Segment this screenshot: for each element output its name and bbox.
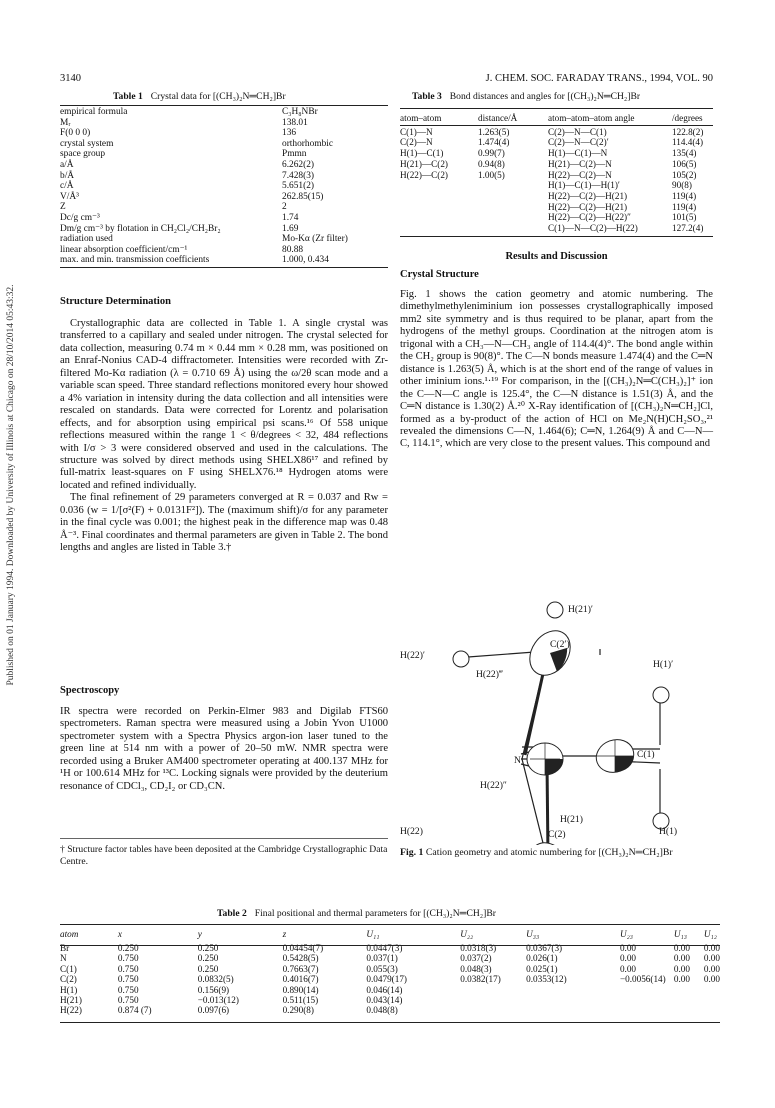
table2-cell [620, 985, 674, 995]
table2-cell: 0.00 [703, 953, 720, 964]
table1-cell: 6.262(2) [282, 159, 315, 170]
table3-title: Bond distances and angles for [(CH₃)₂N═CH₂]Br [449, 91, 641, 102]
table3-cell: H(1)—C(1) [400, 148, 444, 159]
table2-cell: H(1) [60, 984, 78, 995]
table3-row [400, 137, 712, 148]
table1-row [60, 202, 388, 213]
table2-cell: 0.037(1) [366, 953, 398, 964]
label-h22-prime: H(22)′ [400, 650, 426, 661]
table2-cell: 0.750 [117, 984, 139, 995]
table2-cell [620, 1005, 674, 1015]
table3 [400, 111, 712, 234]
table1-cell: Pmmn [282, 149, 307, 160]
table2-cell: 0.037(2) [460, 953, 492, 964]
table3-cell: 119(4) [672, 201, 697, 212]
table1-row [60, 107, 388, 118]
table1-caption [113, 91, 286, 102]
table3-cell: H(21)—C(2) [400, 158, 448, 169]
table3-column-header: distance/Å [478, 113, 518, 123]
table2-cell: 0.00 [619, 943, 637, 953]
table3-cell [400, 202, 478, 213]
table1-row [60, 181, 388, 192]
table3-cell [478, 202, 548, 213]
label-h1-prime: H(1)′ [653, 659, 674, 670]
table3-top-rule [400, 108, 713, 109]
table3-cell [478, 180, 548, 191]
table2-cell: H(21) [60, 995, 82, 1006]
table2-cell [674, 1005, 704, 1015]
table2-cell: 0.04454(7) [282, 943, 324, 953]
table3-cell: 0.99(7) [478, 148, 505, 159]
table3-cell: 119(4) [672, 190, 697, 201]
table2-cell: C(2) [60, 974, 77, 985]
table1-row [60, 139, 388, 150]
table1-cell: 1.74 [282, 212, 299, 223]
table2-cell: 0.048(3) [460, 963, 492, 974]
table2-cell [460, 995, 526, 1005]
table3-row [400, 212, 712, 223]
table2-header-row [60, 926, 720, 943]
table1-cell: empirical formula [60, 107, 128, 117]
structure-determination-heading: Structure Determination [60, 296, 171, 307]
table2-cell: 0.026(1) [526, 953, 558, 964]
footnote-rule [60, 838, 388, 839]
table2-cell: −0.0056(14) [619, 974, 666, 985]
table2-cell: H(22) [60, 1005, 82, 1016]
table1-cell: Z [60, 202, 66, 213]
label-h22: H(22) [400, 826, 423, 837]
table2-row [60, 953, 720, 963]
table2-cell: 0.00 [673, 963, 690, 974]
table1-cell: Dc/g cm⁻³ [60, 212, 100, 223]
table3-row [400, 127, 712, 138]
table2-cell: 0.750 [117, 953, 139, 964]
table1-row [60, 118, 388, 129]
table2-cell: 0.750 [117, 995, 139, 1006]
table1-cell: radiation used [60, 234, 113, 245]
table2-cell: 0.0367(3) [526, 943, 563, 953]
table2-cell [526, 995, 620, 1005]
table2-cell: 0.5428(5) [282, 953, 319, 964]
table1-cell: max. and min. transmission coefficients [60, 255, 210, 266]
table3-cell [400, 212, 478, 223]
table2-cell [674, 995, 704, 1005]
table3-cell: 90(8) [672, 180, 692, 191]
table3-cell: 135(4) [672, 148, 697, 159]
table2-title: Final positional and thermal parameters for [(CH₃)₂N═CH₂]Br [254, 908, 496, 919]
label-n: N [514, 755, 521, 766]
table2-cell: 0.00 [673, 943, 690, 953]
table1-row [60, 160, 388, 171]
table3-row [400, 159, 712, 170]
table2-column-header: U₂₂ [460, 929, 474, 939]
table2-cell: 0.00 [673, 953, 690, 964]
table3-cell: 101(5) [672, 212, 697, 223]
table1-row [60, 128, 388, 139]
table1-cell: 7.428(3) [282, 170, 315, 181]
table2-cell: 0.250 [197, 963, 219, 974]
table2-cell: 0.7663(7) [282, 963, 319, 974]
table1-cell: linear absorption coefficient/cm⁻¹ [60, 244, 188, 255]
table3-cell [478, 191, 548, 202]
table2-cell: 0.511(15) [282, 995, 319, 1006]
table2-cell: 0.250 [197, 953, 219, 964]
figure1-caption-text: Cation geometry and atomic numbering for [(CH₃)₂N═CH₂]Br [425, 847, 673, 858]
table2-cell: 0.046(14) [366, 984, 403, 995]
table1-cell: C₃H₈NBr [282, 107, 318, 117]
table1-cell: 80.88 [282, 244, 304, 255]
table1-cell: 5.651(2) [282, 181, 315, 192]
table3-cell: 106(5) [672, 158, 697, 169]
table3-cell [400, 180, 478, 191]
table2-cell [674, 985, 704, 995]
table2-cell: 0.250 [117, 943, 139, 953]
table2-column-header: U₂₃ [619, 929, 633, 939]
table3-cell: C(1)—N—C(2)—H(22) [548, 223, 638, 234]
table2-cell: 0.890(14) [282, 984, 319, 995]
table3-cell: 1.00(5) [478, 169, 505, 180]
table1-cell: 2 [282, 202, 287, 213]
download-watermark-text: Published on 01 January 1994. Downloaded by University of Illinois at Chicago on 28/10/2014 05:43:32. [6, 284, 16, 686]
table2-cell: 0.00 [703, 963, 720, 974]
table3-cell: 114.4(4) [672, 137, 704, 148]
table3-cell [400, 191, 478, 202]
table2-cell: 0.750 [117, 963, 139, 974]
table2-column-header: U₁₂ [703, 929, 717, 939]
table1-row [60, 224, 388, 235]
label-h22-triple-prime: H(22)‴ [476, 669, 503, 680]
table2-row [60, 974, 720, 984]
table3-cell: H(22)—C(2)—N [548, 169, 612, 180]
table2-cell: 0.874 (7) [117, 1005, 152, 1016]
table1-row [60, 192, 388, 203]
table3-cell: 1.474(4) [478, 137, 510, 148]
spectroscopy-heading: Spectroscopy [60, 685, 120, 696]
table3-row [400, 202, 712, 213]
table3-cell: H(1)—C(1)—H(1)′ [548, 180, 620, 191]
table1-cell: b/Å [60, 170, 75, 181]
table2-header-rule [60, 945, 720, 946]
table3-cell: H(22)—C(2)—H(21) [548, 190, 628, 201]
table3-row [400, 191, 712, 202]
table2-column-header: z [282, 929, 287, 939]
table2-cell: 0.00 [673, 974, 690, 985]
structure-determination-paragraph-2: The final refinement of 29 parameters converged at R = 0.037 and Rw = 0.036 (w = 1/[σ²(F) + 0.0131F²]). The (maximum shift)/σ for any parameter in the final cycle was 0.001; the highest peak in the difference map was 0.48 Å⁻³. Final coordinates and thermal parameters are given in Table 2. The bond lengths and angles are listed in Table 3.† [60, 492, 388, 554]
table2-cell: 0.0479(17) [366, 974, 407, 985]
label-c1: C(1) [637, 749, 655, 760]
table3-row [400, 223, 712, 234]
structure-determination-text [60, 318, 388, 555]
table1-cell: a/Å [60, 159, 74, 170]
table1-cell: 262.85(15) [282, 191, 324, 202]
table1-cell: 138.01 [282, 117, 308, 128]
table3-cell: 127.2(4) [672, 223, 704, 234]
table1-cell: 1.000, 0.434 [282, 255, 329, 266]
table2-cell: Br [60, 943, 70, 953]
table2-top-rule [60, 924, 720, 925]
table2-cell: N [60, 953, 67, 964]
table2-cell: 0.0447(3) [366, 943, 403, 953]
table2-cell: 0.0832(5) [197, 974, 234, 985]
table2-column-header: U₃₃ [526, 929, 540, 939]
table3-cell [478, 212, 548, 223]
table2-column-header: U₁₃ [673, 929, 687, 939]
table1-row [60, 234, 388, 245]
table2 [60, 926, 720, 1016]
table1-bottom-rule [60, 267, 388, 268]
table3-cell: C(1)—N [400, 126, 433, 137]
table2-column-header: x [117, 929, 122, 939]
table2-column-header: U₁₁ [366, 929, 380, 939]
table3-cell: 105(2) [672, 169, 697, 180]
table3-cell [478, 223, 548, 234]
table3-cell: C(2)—N—C(2)′ [548, 137, 609, 148]
table1-title: Crystal data for [(CH₃)₂N═CH₂]Br [150, 91, 286, 102]
crystal-structure-subheading: Crystal Structure [400, 269, 479, 280]
table1-top-rule [60, 105, 388, 106]
table2-cell: 0.0353(12) [526, 974, 567, 985]
table2-cell: 0.290(8) [282, 1005, 314, 1016]
table3-cell [400, 223, 478, 234]
spectroscopy-text [60, 706, 388, 793]
table2-label: Table 2 [217, 908, 247, 919]
table2-cell: 0.750 [117, 974, 139, 985]
table1-cell: 136 [282, 128, 297, 139]
table2-caption [217, 908, 496, 919]
table3-row [400, 148, 712, 159]
table2-cell: C(1) [60, 963, 77, 974]
table2-cell: 0.043(14) [366, 995, 403, 1006]
table1-cell: crystal system [60, 138, 114, 149]
table2-column-header: y [197, 929, 202, 939]
label-h22-double-prime: H(22)″ [480, 780, 507, 791]
table3-cell: H(21)—C(2)—N [548, 158, 612, 169]
table2-cell: 0.250 [197, 943, 219, 953]
table2-cell: 0.00 [703, 943, 720, 953]
table2-cell: 0.0382(17) [460, 974, 501, 985]
table3-cell: 122.8(2) [672, 126, 704, 137]
table1-cell: c/Å [60, 181, 74, 192]
table2-cell [526, 1005, 620, 1015]
label-c2: C(2) [548, 829, 566, 840]
figure1-cation-diagram [400, 575, 713, 845]
table2-column-header: atom [60, 929, 79, 939]
table3-column-header: /degrees [672, 113, 703, 123]
table1 [60, 107, 388, 266]
table1-label: Table 1 [113, 91, 143, 102]
table2-cell [704, 1005, 720, 1015]
table3-cell: H(22)—C(2)—H(21) [548, 201, 628, 212]
table1-cell: orthorhombic [282, 138, 334, 149]
table2-cell: 0.156(9) [197, 984, 230, 995]
table2-cell: 0.097(6) [197, 1005, 230, 1016]
table3-bottom-rule [400, 236, 713, 237]
page-number: 3140 [60, 73, 81, 84]
download-watermark [2, 160, 20, 810]
table3-cell: C(2)—N—C(1) [548, 126, 607, 137]
table2-cell: 0.00 [619, 963, 637, 974]
results-heading: Results and Discussion [505, 251, 608, 262]
table2-cell [526, 985, 620, 995]
table2-cell: 0.00 [703, 974, 720, 985]
footnote: † Structure factor tables have been deposited at the Cambridge Crystallographic Data Centre. [60, 844, 388, 867]
table2-cell [620, 995, 674, 1005]
table1-cell: 1.69 [282, 223, 299, 234]
table3-row [400, 170, 712, 181]
label-h1: H(1) [659, 826, 678, 837]
structure-determination-paragraph-1: Crystallographic data are collected in Table 1. A single crystal was transferred to a capillary and sealed under nitrogen. The crystal selected for data collection, measuring 0.74 m × 0.44 mm × 0.28 mm, was positioned on an Enraf-Nonius CAD-4 diffractometer. Intensities were recorded with Zr-filtered Mo-Kα radiation (λ = 0.710 69 Å) using the ω/2θ scan mode and a variable scan speed. Three standard reflections monitored every hour showed a 4% variation in intensity during the data collection and all intensities were rescaled on standards. Data were corrected for Lorentz and polarisation effects, and for absorption using empirical psi scans.¹⁶ Of 558 unique reflections measured within the range 1 < θ/degrees < 32, 484 reflections with I/σ > 3 were considered observed and used in the calculations. The structure was solved by direct methods using SHELX86¹⁷ and refined by full-matrix least-squares on F using SHELX76.¹⁸ Hydrogen atoms were located and refined individually. [60, 318, 388, 491]
table2-cell: 0.055(3) [366, 963, 398, 974]
label-c2-prime: C(2′) [550, 639, 570, 650]
figure1-caption [400, 847, 713, 859]
table3-cell: C(2)—N [400, 137, 433, 148]
table1-row [60, 255, 388, 266]
table3-cell: H(22)—C(2) [400, 169, 448, 180]
label-h21: H(21) [560, 814, 583, 825]
table2-cell: −0.013(12) [197, 995, 239, 1006]
table2-row [60, 995, 720, 1005]
table1-cell: Dm/g cm⁻³ by flotation in CH₂Cl₂/CH₂Br₂ [60, 223, 221, 234]
table1-cell: V/Å³ [60, 191, 79, 202]
table1-cell: F(0 0 0) [60, 128, 91, 139]
table3-header-rule [400, 125, 713, 126]
table3-column-header: atom–atom–atom angle [548, 113, 635, 123]
table2-row [60, 964, 720, 974]
table2-cell: 0.048(8) [366, 1005, 398, 1016]
table3-label: Table 3 [412, 91, 442, 102]
table3-cell: H(1)—C(1)—N [548, 148, 608, 159]
table2-cell: 0.4016(7) [282, 974, 319, 985]
table3-row [400, 180, 712, 191]
table3-cell: 1.263(5) [478, 126, 510, 137]
table2-cell [460, 985, 526, 995]
table1-cell: Mᵣ [60, 117, 71, 128]
table2-bottom-rule [60, 1022, 720, 1023]
table3-cell: 0.94(8) [478, 158, 505, 169]
table2-row [60, 985, 720, 995]
table1-cell: space group [60, 149, 106, 160]
table2-cell [460, 1005, 526, 1015]
table3-caption [412, 91, 640, 102]
table2-cell: 0.0318(3) [460, 943, 497, 953]
table2-cell: 0.025(1) [526, 963, 558, 974]
table1-row [60, 213, 388, 224]
journal-header: J. CHEM. SOC. FARADAY TRANS., 1994, VOL. 90 [485, 73, 713, 84]
table1-row [60, 149, 388, 160]
label-h21-prime: H(21)′ [568, 604, 594, 615]
table1-row [60, 171, 388, 182]
results-paragraph: Fig. 1 shows the cation geometry and atomic numbering. The dimethylmethyleniminium ion possesses crystallographically imposed mm2 site symmetry and is thus required to be planar, apart from the hydrogens of the methyl groups. Coordination at the nitrogen atom is trigonal with a CH₃—N—CH₃ angle of 114.4(4)°. The bond angle within the CH₂ group is 90(8)°. The C—N bonds measure 1.474(4) and the C═N distance is 1.263(5) Å, which is at the short end of the range of values in other iminium ions.¹·¹⁹ For comparison, in the [(CH₃)₂N═C(CH₃)₂]⁺ ion the C—N—C angle is 125.4°, the C—N distance is 1.51(3) Å, and the C═N distance is 1.30(2) Å.²⁰ X-Ray identification of [(CH₃)₂N═CH₂]Cl, formed as a by-product of the action of HCl on Me₂N(H)CH₂SO₃,²¹ revealed the dimensions C—N, 1.464(6); C═N, 1.264(9) Å and C—N—C, 114.1°, which are very close to the present values. This compound and [400, 289, 713, 450]
results-text [400, 289, 713, 451]
table2-cell [704, 985, 720, 995]
table3-column-header: atom–atom [400, 113, 442, 123]
table1-row [60, 245, 388, 256]
table2-cell: 0.00 [619, 953, 637, 964]
spectroscopy-paragraph: IR spectra were recorded on Perkin-Elmer 983 and Digilab FTS60 spectrometers. Raman spectra were measured using a Jobin Yvon U1000 spectrometer system with a Spectra Physics argon-ion laser tuned to the green line at 514 nm with a power of 20–50 mW. NMR spectra were recorded using a Bruker AM400 spectrometer operating at 400.137 MHz for ¹H or 100.614 MHz for ¹³C. Locking signals were provided by the deuterium resonance of CDCl₃, CD₂I₂ or CD₃CN. [60, 706, 388, 792]
table2-cell [704, 995, 720, 1005]
table3-cell: H(22)—C(2)—H(22)″ [548, 212, 631, 223]
table1-cell: Mo-Kα (Zr filter) [282, 234, 348, 245]
figure1-label: Fig. 1 [400, 847, 424, 858]
table2-row [60, 1005, 720, 1015]
